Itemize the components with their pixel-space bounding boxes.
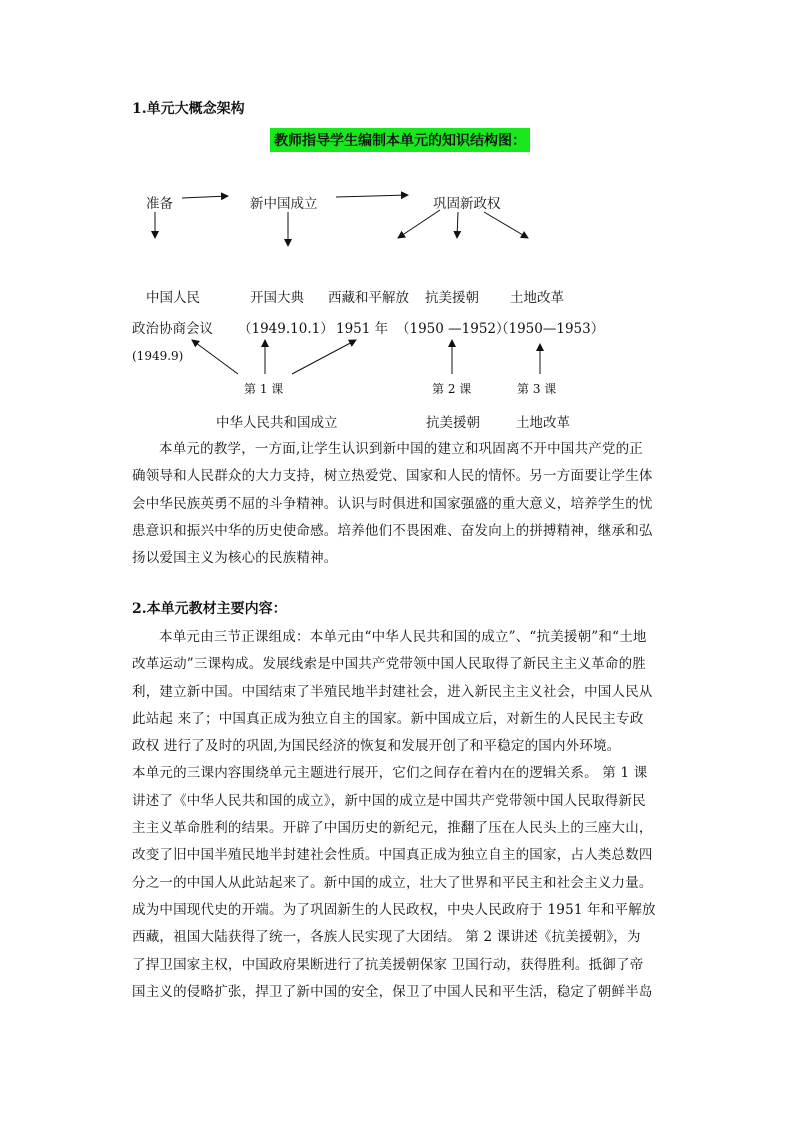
node-chinese-people: 中国人民 <box>146 290 200 306</box>
content-line: 利，建立新中国。中国结束了半殖民地半封建社会，进入新民主主义社会，中国人民从 <box>132 683 653 700</box>
section-1-heading: 1.单元大概念架构 <box>132 101 245 117</box>
content-line: 分之一的中国人从此站起来了。新中国的成立，壮大了世界和平民主和社会主义力量。 <box>132 874 653 891</box>
intro-line: 本单元的教学，一方面,让学生认识到新中国的建立和巩固离不开中国共产党的正 <box>159 441 643 457</box>
arrow-prepare-to-founded <box>182 196 228 198</box>
lesson-1-number: 第 1 课 <box>244 382 284 396</box>
node-korea-war: 抗美援朝 <box>425 290 479 306</box>
unit-content-paragraph <box>132 624 662 1006</box>
node-prepare: 准备 <box>146 196 173 212</box>
content-line: 主主义革命胜利的结果。开辟了中国历史的新纪元，推翻了压在人民头上的三座大山， <box>132 820 653 837</box>
content-line: 政权 进行了及时的巩固,为国民经济的恢复和发展开创了和平稳定的国内外环境。 <box>132 738 621 755</box>
content-line: 西藏，祖国大陆获得了统一，各族人民实现了大团结。 第 2 课讲述《抗美援朝》，为 <box>132 929 641 946</box>
intro-line: 会中华民族英勇不屈的斗争精神。认识与时俱进和国家强盛的重大意义，培养学生的忧 <box>132 495 653 512</box>
content-line: 国主义的侵略扩张，捍卫了新中国的安全，保卫了中国人民和平生活，稳定了朝鲜半岛 <box>132 983 653 1000</box>
arrow-consolidate-to-land <box>484 212 528 238</box>
node-founding-ceremony: 开国大典 <box>250 290 304 306</box>
lesson-3-number: 第 3 课 <box>517 382 557 396</box>
node-new-china-founded: 新中国成立 <box>250 196 318 212</box>
arrow-consolidate-to-korea <box>457 212 458 238</box>
date-tibet: 1951 年 <box>336 321 389 337</box>
content-line: 本单元由三节正课组成：本单元由“中华人民共和国的成立”、“抗美援朝”和“土地 <box>159 629 647 645</box>
lesson-2-number: 第 2 课 <box>432 382 472 396</box>
intro-line: 扬以爱国主义为核心的民族精神。 <box>132 550 338 567</box>
arrow-founded-to-consolidate <box>336 195 408 197</box>
content-line: 改革运动”三课构成。发展线索是中国共产党带领中国人民取得了新民主主义革命的胜 <box>132 656 647 673</box>
intro-line: 患意识和振兴中华的历史使命感。培养他们不畏困难、奋发向上的拼搏精神，继承和弘 <box>132 522 653 539</box>
lesson-2-title: 抗美援朝 <box>426 415 480 431</box>
intro-line: 确领导和人民群众的大力支持，树立热爱党、国家和人民的情怀。另一方面要让学生体 <box>132 468 653 485</box>
node-cppcc: 政治协商会议 <box>132 321 213 337</box>
date-cppcc: (1949.9) <box>132 349 184 363</box>
date-land-reform: （1950—1953） <box>495 321 605 337</box>
diagram-banner: 教师指导学生编制本单元的知识结构图： <box>270 128 530 152</box>
lesson-1-title: 中华人民共和国成立 <box>216 415 338 431</box>
content-line: 改变了旧中国半殖民地半封建社会性质。中国真正成为独立自主的国家，占人类总数四 <box>132 847 653 864</box>
node-consolidate-regime: 巩固新政权 <box>433 196 501 212</box>
unit-intro-paragraph <box>132 436 662 572</box>
arrow-lesson1-to-tibet <box>292 340 356 374</box>
date-founding: （1949.10.1） <box>238 321 334 337</box>
node-land-reform: 土地改革 <box>510 290 564 306</box>
content-line: 讲述了《中华人民共和国的成立》，新中国的成立是中国共产党带领中国人民取得新民 <box>132 792 646 809</box>
arrow-consolidate-to-tibet <box>398 210 440 238</box>
content-line: 此站起 来了；中国真正成为独立自主的国家。新中国成立后，对新生的人民民主专政 <box>132 710 644 727</box>
section-2-heading: 2.本单元教材主要内容： <box>132 601 287 617</box>
knowledge-structure-arrows <box>0 0 793 440</box>
lesson-3-title: 土地改革 <box>516 415 570 431</box>
content-line: 成为中国现代史的开端。为了巩固新生的人民政权，中央人民政府于 1951 年和平解放 <box>132 901 656 918</box>
content-line: 本单元的三课内容围绕单元主题进行展开，它们之间存在着内在的逻辑关系。 第 1 课 <box>132 765 648 782</box>
content-line: 了捍卫国家主权，中国政府果断进行了抗美援朝保家 卫国行动，获得胜利。抵御了帝 <box>132 956 644 973</box>
node-tibet-liberation: 西藏和平解放 <box>328 290 409 306</box>
date-korea-war: （1950 —1952） <box>396 321 510 337</box>
arrow-lesson1-to-cppcc <box>192 340 238 374</box>
